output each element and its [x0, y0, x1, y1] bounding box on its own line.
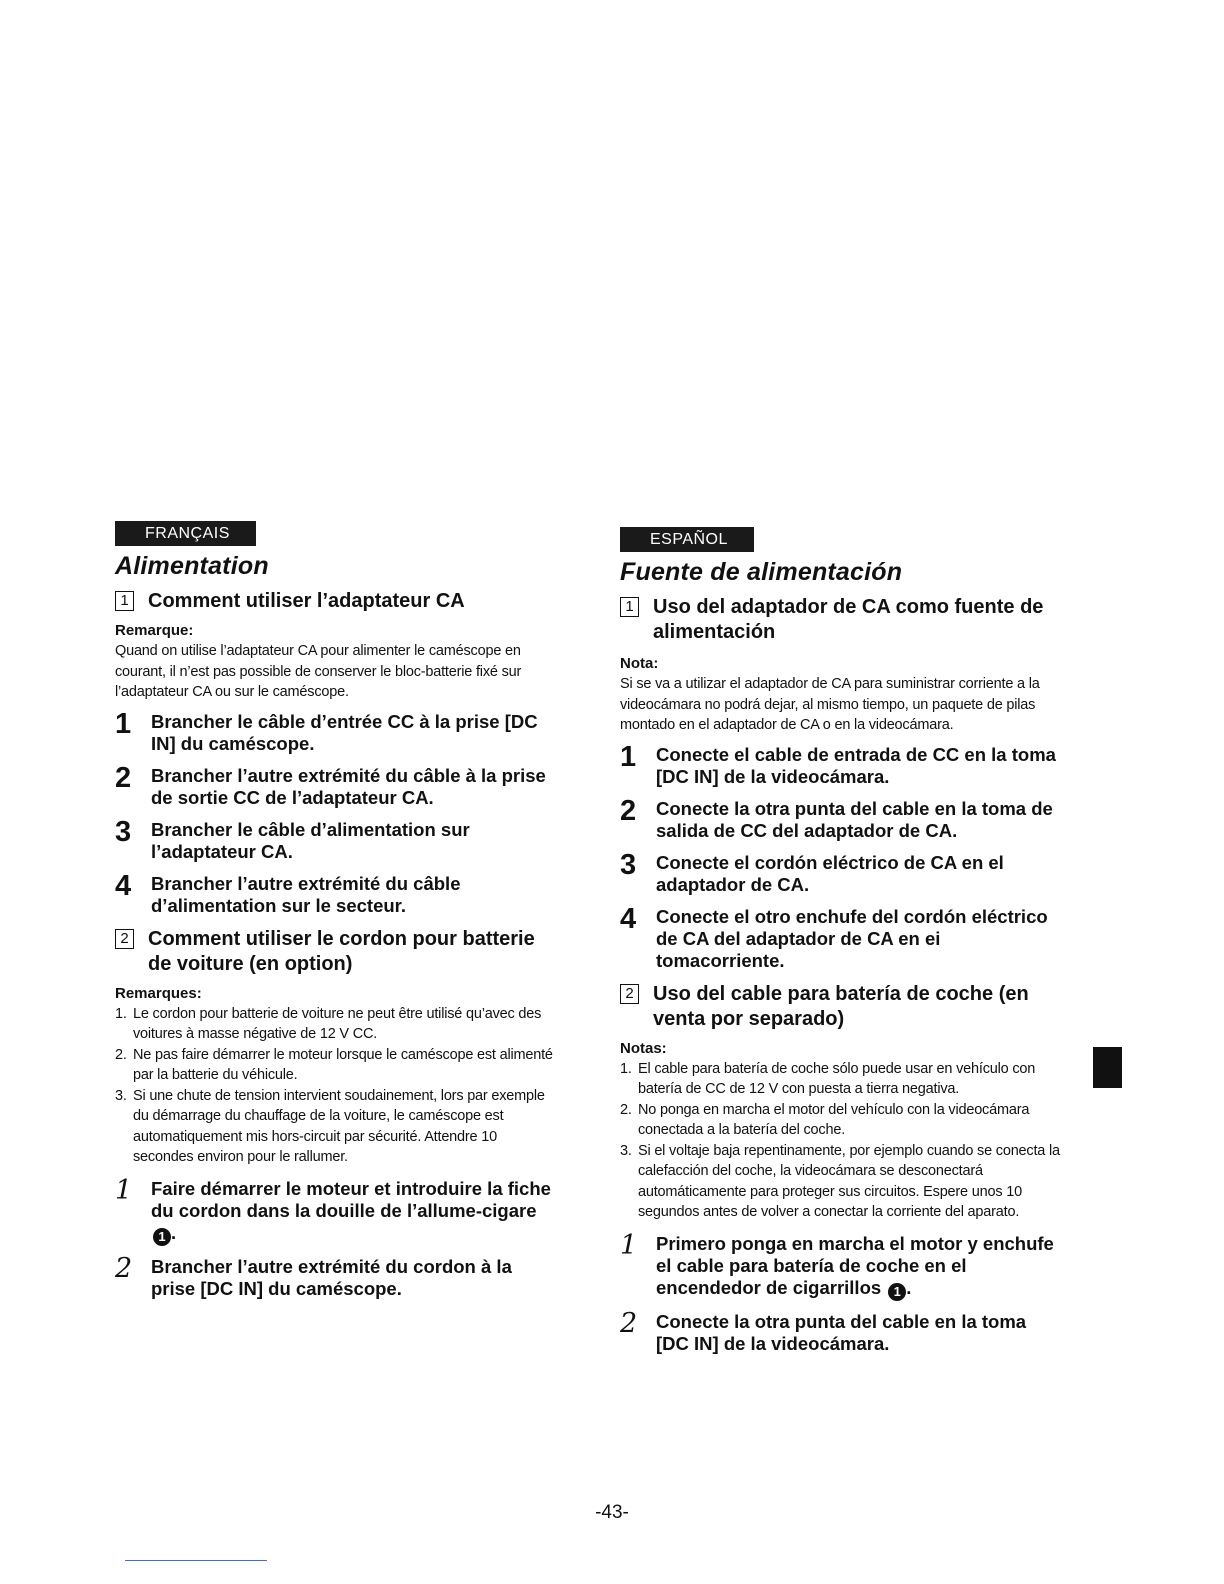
french-column — [115, 521, 555, 1310]
boxed-number: 1 — [115, 591, 134, 611]
subsection-heading — [620, 982, 1060, 1032]
step-number: 1 — [620, 740, 637, 773]
note-label: Nota: — [620, 655, 659, 672]
step-number: 2 — [115, 761, 132, 794]
step-number: 2 — [620, 794, 637, 827]
step-text: Primero ponga en marcha el motor y enchufe el cable para batería de coche en el encendedor de cigarrillos 1 . — [656, 1232, 1054, 1299]
note-item: 2. No ponga en marcha el motor del vehículo con la videocámara conectada a la batería del coche. — [620, 1101, 1030, 1138]
boxed-number: 2 — [620, 984, 639, 1004]
step-number: 4 — [115, 869, 132, 902]
note-item: 3. Si une chute de tension intervient soudainement, lors par exemple du démarrage du chauffage de la voiture, le caméscope est automatiquement mis hors-circuit par sécurité. Attendre 10 secondes environ pour le rallumer. — [115, 1087, 545, 1165]
spanish-column — [620, 527, 1060, 1365]
step — [620, 1229, 1060, 1301]
note-label: Remarque: — [115, 622, 194, 639]
note-item: 2. Ne pas faire démarrer le moteur lorsque le caméscope est alimenté par la batterie du véhicule. — [115, 1046, 553, 1083]
step-number: 2 — [115, 1252, 133, 1284]
step-number: 3 — [620, 848, 637, 881]
step-number: 2 — [620, 1307, 638, 1339]
notes-label: Notas: — [620, 1039, 667, 1057]
step-text: Brancher l’autre extrémité du câble d’alimentation sur le secteur. — [151, 872, 461, 916]
page-number: -43- — [595, 1502, 629, 1523]
step — [620, 902, 1060, 972]
boxed-number: 2 — [115, 929, 134, 949]
step-text: Brancher l’autre extrémité du câble à la prise de sortie CC de l’adaptateur CA. — [151, 764, 546, 808]
step-text: Conecte el cable de entrada de CC en la toma [DC IN] de la videocámara. — [656, 743, 1056, 787]
step-text: Conecte la otra punta del cable en la toma de salida de CC del adaptador de CA. — [656, 797, 1053, 841]
step — [115, 1252, 555, 1300]
subsection-heading — [620, 595, 1060, 645]
step-text: Brancher l’autre extrémité du cordon à la prise [DC IN] du caméscope. — [151, 1255, 512, 1299]
step-text: Conecte el otro enchufe del cordón eléctrico de CA del adaptador de CA en ei tomacorriente. — [656, 905, 1048, 971]
step — [620, 740, 1060, 788]
step — [620, 848, 1060, 896]
language-tab-francais: FRANÇAIS — [115, 521, 256, 546]
step — [115, 761, 555, 809]
step-text: Conecte el cordón eléctrico de CA en el adaptador de CA. — [656, 851, 1004, 895]
note-item: 1. El cable para batería de coche sólo puede usar en vehículo con batería de CC de 12 V con puesta a tierra negativa. — [620, 1060, 1036, 1097]
circled-number-1-icon: 1 — [153, 1228, 171, 1246]
step-number: 1 — [620, 1229, 638, 1261]
footer-rule — [125, 1560, 267, 1561]
subsection-title: Comment utiliser l’adaptateur CA — [148, 590, 465, 612]
step-text: Brancher le câble d’alimentation sur l’adaptateur CA. — [151, 818, 470, 862]
section-edge-marker — [1093, 1047, 1122, 1088]
step-text: Conecte la otra punta del cable en la toma [DC IN] de la videocámara. — [656, 1310, 1027, 1354]
step-number: 4 — [620, 902, 637, 935]
subsection-title: Uso del cable para batería de coche (en venta por separado) — [653, 982, 1029, 1030]
notes-list — [620, 1059, 1060, 1223]
step — [620, 794, 1060, 842]
step-text: Faire démarrer le moteur et introduire la fiche du cordon dans la douille de l’allume-cigare 1 . — [151, 1177, 551, 1244]
section-title: Alimentation — [115, 552, 269, 580]
step-number: 1 — [115, 707, 132, 740]
step-number: 3 — [115, 815, 132, 848]
subsection-title: Comment utiliser le cordon pour batterie de voiture (en option) — [148, 927, 535, 975]
boxed-number: 1 — [620, 597, 639, 617]
step — [115, 707, 555, 755]
note-text: Quand on utilise l’adaptateur CA pour alimenter le caméscope en courant, il n’est pas possible de conserver le bloc-batterie fixé sur l’adaptateur CA ou sur le caméscope. — [115, 643, 522, 700]
note-item: 3. Si el voltaje baja repentinamente, por ejemplo cuando se conecta la calefacción del coche, la videocámara se desconectará automáticamente para proteger sus circuitos. Espere unos 10 segundos antes de volver a conectar la corriente del aparato. — [620, 1142, 1060, 1220]
note-item: 1. Le cordon pour batterie de voiture ne peut être utilisé qu’avec des voitures à masse négative de 12 V CC. — [115, 1005, 542, 1042]
note-text: Si se va a utilizar el adaptador de CA para suministrar corriente a la videocámara no podrá dejar, al mismo tiempo, un paquete de pilas montado en el adaptador de CA o en la videocámara. — [620, 676, 1040, 733]
step — [115, 815, 555, 863]
subsection-heading — [115, 927, 555, 977]
circled-number-1-icon: 1 — [888, 1283, 906, 1301]
step-number: 1 — [115, 1174, 133, 1206]
notes-list — [115, 1004, 555, 1168]
notes-label: Remarques: — [115, 984, 202, 1002]
step — [115, 1174, 555, 1246]
step-text: Brancher le câble d’entrée CC à la prise [DC IN] du caméscope. — [151, 710, 538, 754]
language-tab-espanol: ESPAÑOL — [620, 527, 754, 552]
section-title: Fuente de alimentación — [620, 558, 903, 586]
subsection-heading — [115, 589, 555, 614]
subsection-title: Uso del adaptador de CA como fuente de alimentación — [653, 596, 1044, 643]
step — [620, 1307, 1060, 1355]
step — [115, 869, 555, 917]
